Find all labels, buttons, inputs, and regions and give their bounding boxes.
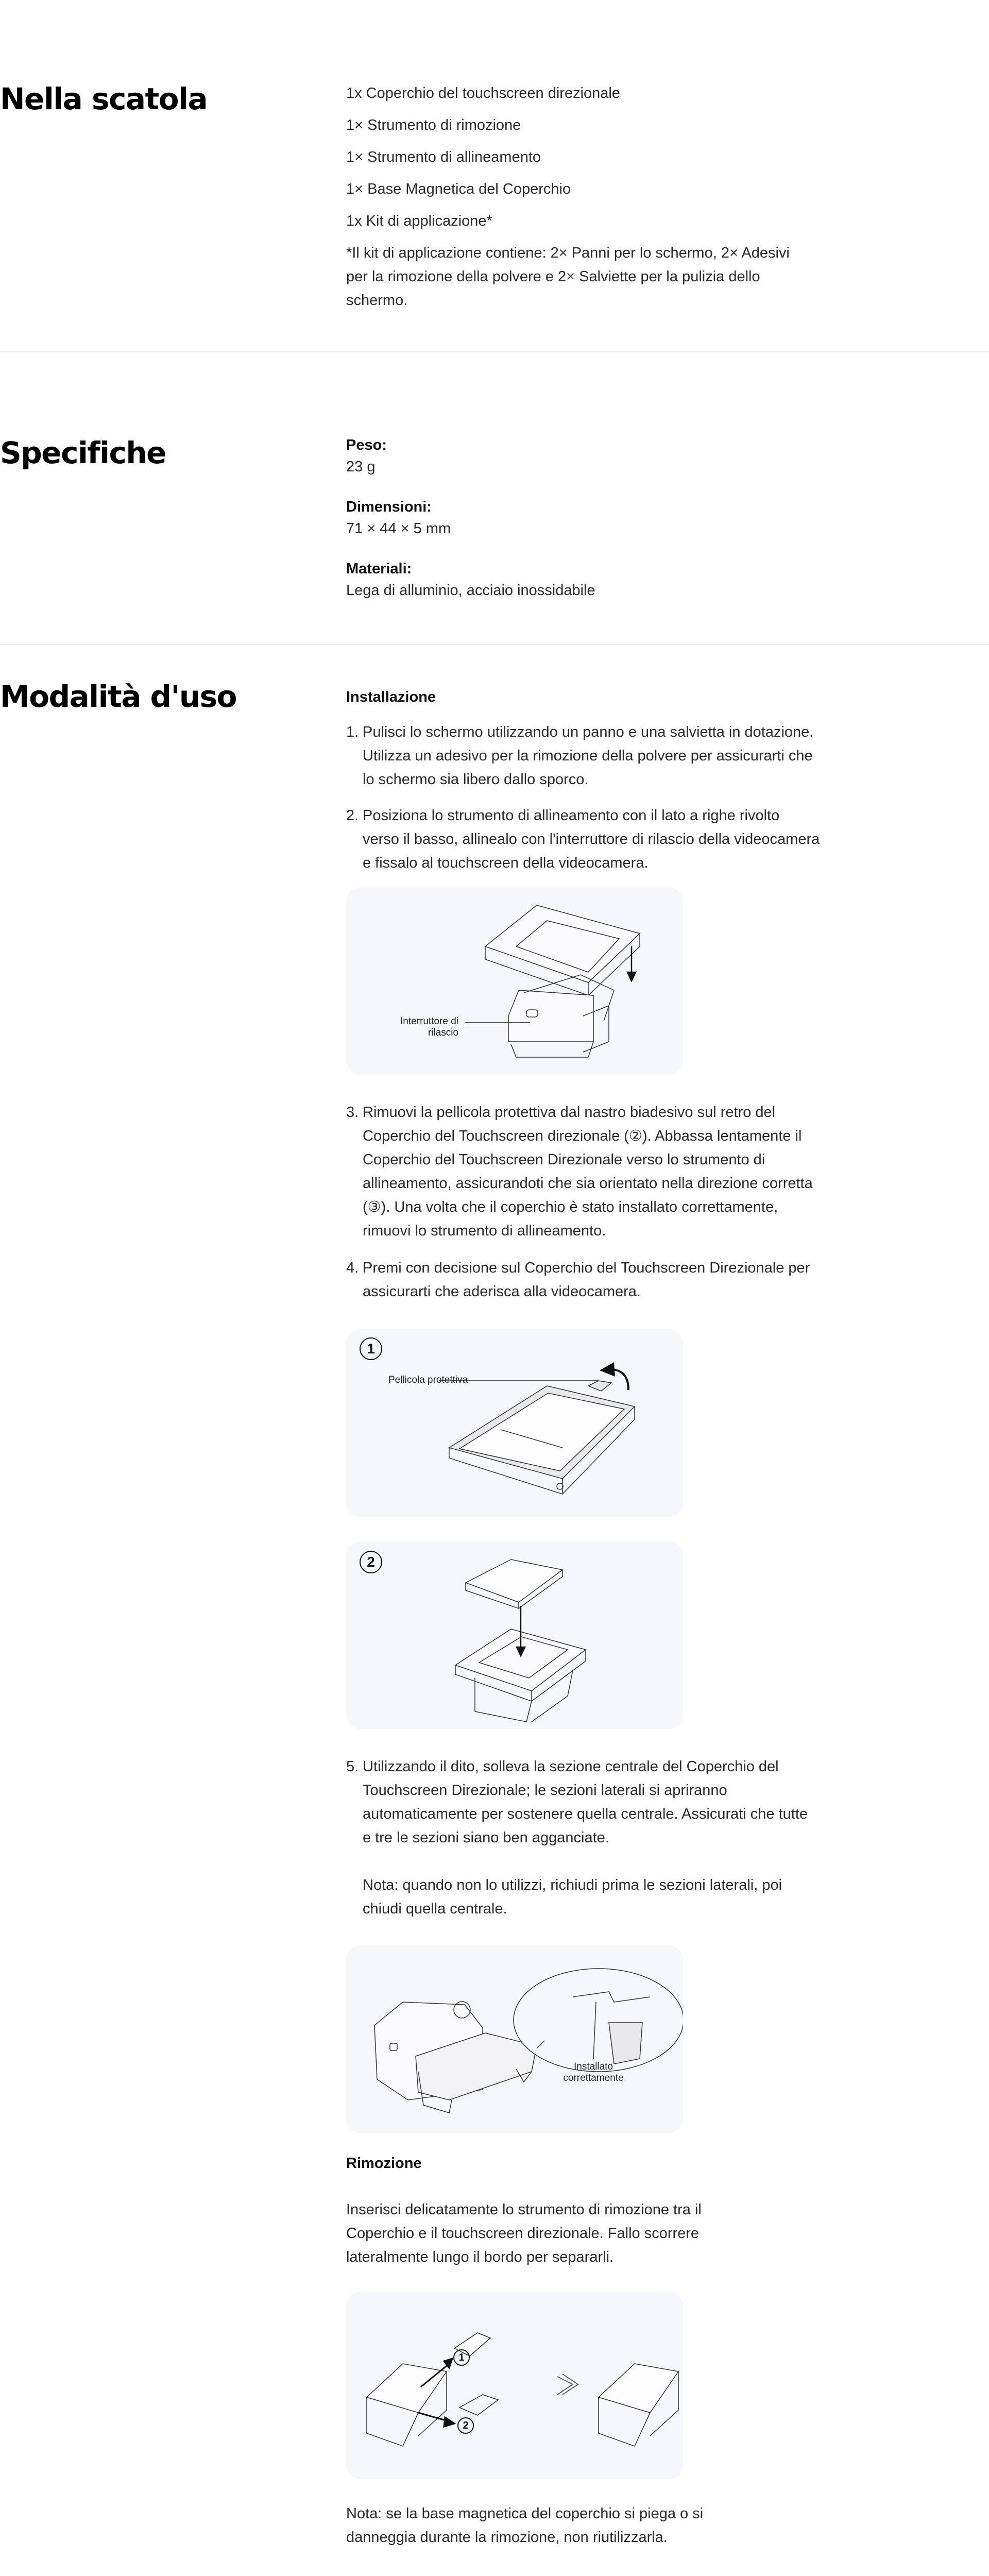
install-step xyxy=(346,1100,820,1243)
install-step xyxy=(346,720,820,791)
removal-text: Inserisci delicatamente lo strumento di rimozione tra il Coperchio e il touchscreen direzionale. Fallo scorrere lateralmente lungo il bordo per separarli. xyxy=(346,2201,702,2265)
installation-heading: Installazione xyxy=(346,689,436,705)
peel-film-drawing xyxy=(346,1329,683,1517)
in-the-box-title: Nella scatola xyxy=(0,81,208,116)
specs-title: Specifiche xyxy=(0,435,166,470)
box-item: 1x Coperchio del touchscreen direzionale xyxy=(346,85,620,101)
removal-illustration xyxy=(346,2292,683,2479)
removal-note: Nota: se la base magnetica del coperchio si piega o si danneggia durante la rimozione, non riutilizzarla. xyxy=(346,2505,704,2546)
box-item: 1× Base Magnetica del Coperchio xyxy=(346,181,571,197)
section-divider xyxy=(0,644,989,645)
in-the-box-list xyxy=(346,81,820,312)
step-number: 2. xyxy=(346,807,359,824)
install-step xyxy=(346,804,820,875)
alignment-illustration xyxy=(346,887,683,1075)
next-chevron xyxy=(557,2374,578,2395)
step-badge: 2 xyxy=(360,1551,382,1573)
install-step xyxy=(346,1755,820,1850)
removal-heading: Rimozione xyxy=(346,2155,422,2172)
spec-label: Dimensioni: xyxy=(346,499,432,515)
step-badge: 1 xyxy=(360,1337,382,1360)
step-text: Premi con decisione sul Coperchio del Touchscreen Direzionale per assicurarti che aderisca alla videocamera. xyxy=(363,1260,810,1300)
box-item: 1× Strumento di allineamento xyxy=(346,149,541,165)
alignment-drawing xyxy=(346,887,683,1075)
step-text: Rimuovi la pellicola protettiva dal nastro biadesivo sul retro del Coperchio del Touchscreen direzionale (②). Abbassa lentamente il Coperchio del Touchscreen Direzionale verso lo strumento di allineamento, assicurandoti che sia orientato nella direzione corretta (③). Una volta che il coperchio è stato installato correttamente, rimuovi lo strumento di allineamento. xyxy=(363,1104,813,1239)
spec-label: Peso: xyxy=(346,437,387,453)
section-divider xyxy=(0,351,989,352)
installed-illustration xyxy=(346,1945,683,2133)
step-number: 3. xyxy=(346,1104,359,1121)
spec-value: 71 × 44 × 5 mm xyxy=(346,520,451,537)
protective-film-label: Pellicola protettiva xyxy=(388,1375,468,1385)
usage-title: Modalità d'uso xyxy=(0,679,236,714)
step-number: 5. xyxy=(346,1758,359,1775)
box-item: 1x Kit di applicazione* xyxy=(346,213,492,229)
specs-list xyxy=(346,435,820,620)
zoom-bubble xyxy=(514,1969,683,2072)
box-item: 1× Strumento di rimozione xyxy=(346,117,521,133)
step-text: Pulisci lo schermo utilizzando un panno e una salvietta in dotazione. Utilizza un adesivo per la rimozione della polvere per assicurarti che lo schermo sia libero dallo sporco. xyxy=(363,724,814,788)
removal-drawing xyxy=(346,2292,683,2479)
peel-film-illustration xyxy=(346,1329,683,1517)
installed-drawing xyxy=(346,1945,683,2133)
step5-note: Nota: quando non lo utilizzi, richiudi prima le sezioni laterali, poi chiudi quella centrale. xyxy=(363,1877,782,1917)
spec-value: Lega di alluminio, acciaio inossidabile xyxy=(346,582,595,599)
spec-value: 23 g xyxy=(346,459,376,475)
step-text: Utilizzando il dito, solleva la sezione centrale del Coperchio del Touchscreen Direzionale; le sezioni laterali si apriranno automaticamente per sostenere quella centrale. Assicurati che tutte e tre le sezioni siano ben agganciate. xyxy=(363,1758,808,1846)
install-step xyxy=(346,1256,820,1303)
lower-cover-illustration xyxy=(346,1541,683,1729)
step-number: 4. xyxy=(346,1260,359,1276)
spec-label: Materiali: xyxy=(346,561,412,577)
step-number: 1. xyxy=(346,724,359,740)
kit-footnote: *Il kit di applicazione contiene: 2× Panni per lo schermo, 2× Adesivi per la rimozione della polvere e 2× Salviette per la pulizia dello schermo. xyxy=(346,245,790,309)
removal-badge-1: 1 xyxy=(453,2349,470,2366)
installed-correctly-label: Installato correttamente xyxy=(563,2061,624,2083)
release-switch-label: Interruttore di rilascio xyxy=(400,1016,458,1038)
removal-badge-2: 2 xyxy=(457,2417,474,2434)
usage-content xyxy=(346,685,820,2549)
step-text: Posiziona lo strumento di allineamento con il lato a righe rivolto verso il basso, allinealo con l'interruttore di rilascio della videocamera e fissalo al touchscreen della videocamera. xyxy=(363,807,820,871)
lower-cover-drawing xyxy=(346,1541,683,1729)
